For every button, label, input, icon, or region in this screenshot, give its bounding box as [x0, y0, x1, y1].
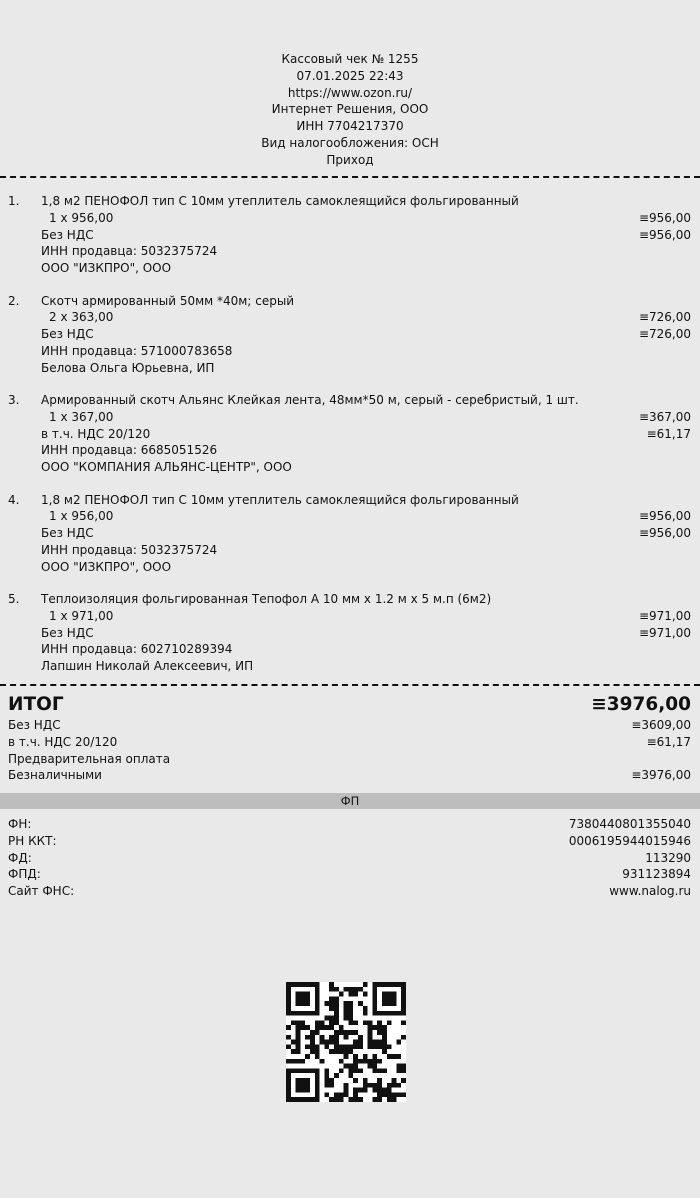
totals-row-value: ≡3609,00: [631, 718, 691, 732]
item-seller-name: ООО "ИЗКПРО", ООО: [41, 559, 172, 574]
item-vat-amount: ≡61,17: [646, 426, 691, 441]
company-name: Интернет Решения, ООО: [271, 102, 429, 117]
item-number: 1.: [8, 194, 20, 208]
fiscal-value: 113290: [645, 850, 691, 865]
receipt-header: [0, 51, 700, 169]
qr-code: [286, 982, 406, 1102]
item-number: 2.: [8, 293, 20, 308]
fiscal-label: ФН:: [8, 817, 32, 831]
item-seller-inn: ИНН продавца: 6685051526: [41, 443, 218, 458]
item-line-total: ≡726,00: [638, 310, 691, 325]
totals-row-label: Безналичными: [8, 768, 102, 783]
fiscal-label: ФПД:: [8, 867, 41, 882]
total-label: ИТОГ: [8, 694, 64, 715]
list-item: [0, 591, 700, 691]
item-number: 5.: [8, 592, 20, 606]
item-seller-name: ООО "КОМПАНИЯ АЛЬЯНС-ЦЕНТР", ООО: [41, 460, 292, 475]
item-vat-amount: ≡971,00: [638, 625, 691, 640]
total-value: ≡3976,00: [591, 694, 691, 715]
totals-row: [0, 751, 700, 768]
fiscal-row: [0, 866, 700, 883]
item-title: 1,8 м2 ПЕНОФОЛ тип С 10мм утеплитель самоклеящийся фольгированный: [41, 194, 519, 208]
item-vat-amount: ≡956,00: [638, 227, 691, 242]
receipt-datetime: 07.01.2025 22:43: [296, 68, 404, 83]
item-seller-name: ООО "ИЗКПРО", ООО: [41, 261, 172, 276]
totals-row-value: ≡3976,00: [631, 768, 691, 783]
item-line-total: ≡971,00: [638, 608, 691, 623]
item-qty-price: 1 x 956,00: [49, 509, 114, 524]
fiscal-row: [0, 850, 700, 867]
fiscal-row: [0, 816, 700, 833]
total-row: [0, 693, 700, 717]
item-vat-label: Без НДС: [41, 526, 94, 541]
list-item: [0, 392, 700, 492]
totals-row: [0, 767, 700, 784]
fiscal-row: [0, 833, 700, 850]
item-title: Теплоизоляция фольгированная Тепофол А 10 мм х 1.2 м х 5 м.п (6м2): [41, 592, 492, 606]
item-qty-price: 1 x 956,00: [49, 210, 114, 225]
operation-type: Приход: [326, 152, 374, 167]
fiscal-label: ФД:: [8, 850, 32, 865]
list-item: [0, 293, 700, 393]
item-qty-price: 1 x 367,00: [49, 409, 114, 424]
item-vat-amount: ≡726,00: [638, 327, 691, 342]
item-seller-name: Лапшин Николай Алексеевич, ИП: [41, 659, 254, 674]
item-seller-inn: ИНН продавца: 602710289394: [41, 642, 233, 657]
item-line-total: ≡956,00: [638, 210, 691, 225]
receipt-url: https://www.ozon.ru/: [287, 85, 413, 100]
item-seller-inn: ИНН продавца: 571000783658: [41, 343, 233, 358]
totals-row-label: в т.ч. НДС 20/120: [8, 734, 118, 749]
items-list: [0, 193, 700, 691]
item-seller-inn: ИНН продавца: 5032375724: [41, 542, 218, 557]
item-number: 3.: [8, 393, 20, 407]
fiscal-label: Сайт ФНС:: [8, 884, 75, 899]
totals-section: [0, 693, 700, 784]
fiscal-row: [0, 883, 700, 900]
totals-row-label: Без НДС: [8, 718, 61, 732]
totals-row-label: Предварительная оплата: [8, 751, 171, 766]
item-qty-price: 1 x 971,00: [49, 608, 114, 623]
fiscal-value: 0006195944015946: [568, 833, 691, 848]
fiscal-value: www.nalog.ru: [609, 884, 691, 899]
totals-row: [0, 717, 700, 734]
item-vat-label: Без НДС: [41, 227, 94, 242]
fiscal-value: 7380440801355040: [568, 817, 691, 831]
item-vat-label: Без НДС: [41, 327, 94, 342]
dashed-divider-bottom: [0, 684, 700, 686]
company-inn: ИНН 7704217370: [296, 119, 404, 134]
list-item: [0, 492, 700, 592]
item-seller-name: Белова Ольга Юрьевна, ИП: [41, 360, 215, 375]
item-title: Армированный скотч Альянс Клейкая лента, 48мм*50 м, серый - серебристый, 1 шт.: [41, 393, 579, 407]
receipt-title: Кассовый чек № 1255: [281, 52, 419, 66]
item-line-total: ≡956,00: [638, 509, 691, 524]
fiscal-value: 931123894: [622, 867, 691, 882]
item-vat-label: Без НДС: [41, 625, 94, 640]
fiscal-info: [0, 816, 700, 900]
item-vat-amount: ≡956,00: [638, 526, 691, 541]
dashed-divider-top: [0, 176, 700, 178]
item-title: 1,8 м2 ПЕНОФОЛ тип С 10мм утеплитель самоклеящийся фольгированный: [41, 492, 519, 507]
item-number: 4.: [8, 492, 20, 507]
totals-row-value: ≡61,17: [646, 734, 691, 749]
list-item: [0, 193, 700, 293]
item-line-total: ≡367,00: [638, 409, 691, 424]
fp-bar: ФП: [0, 793, 700, 809]
tax-system: Вид налогообложения: ОСН: [261, 135, 439, 150]
item-seller-inn: ИНН продавца: 5032375724: [41, 244, 218, 259]
item-vat-label: в т.ч. НДС 20/120: [41, 426, 151, 441]
totals-row: [0, 734, 700, 751]
item-title: Скотч армированный 50мм *40м; серый: [41, 293, 295, 308]
item-qty-price: 2 x 363,00: [49, 310, 114, 325]
fiscal-label: РН ККТ:: [8, 833, 57, 848]
